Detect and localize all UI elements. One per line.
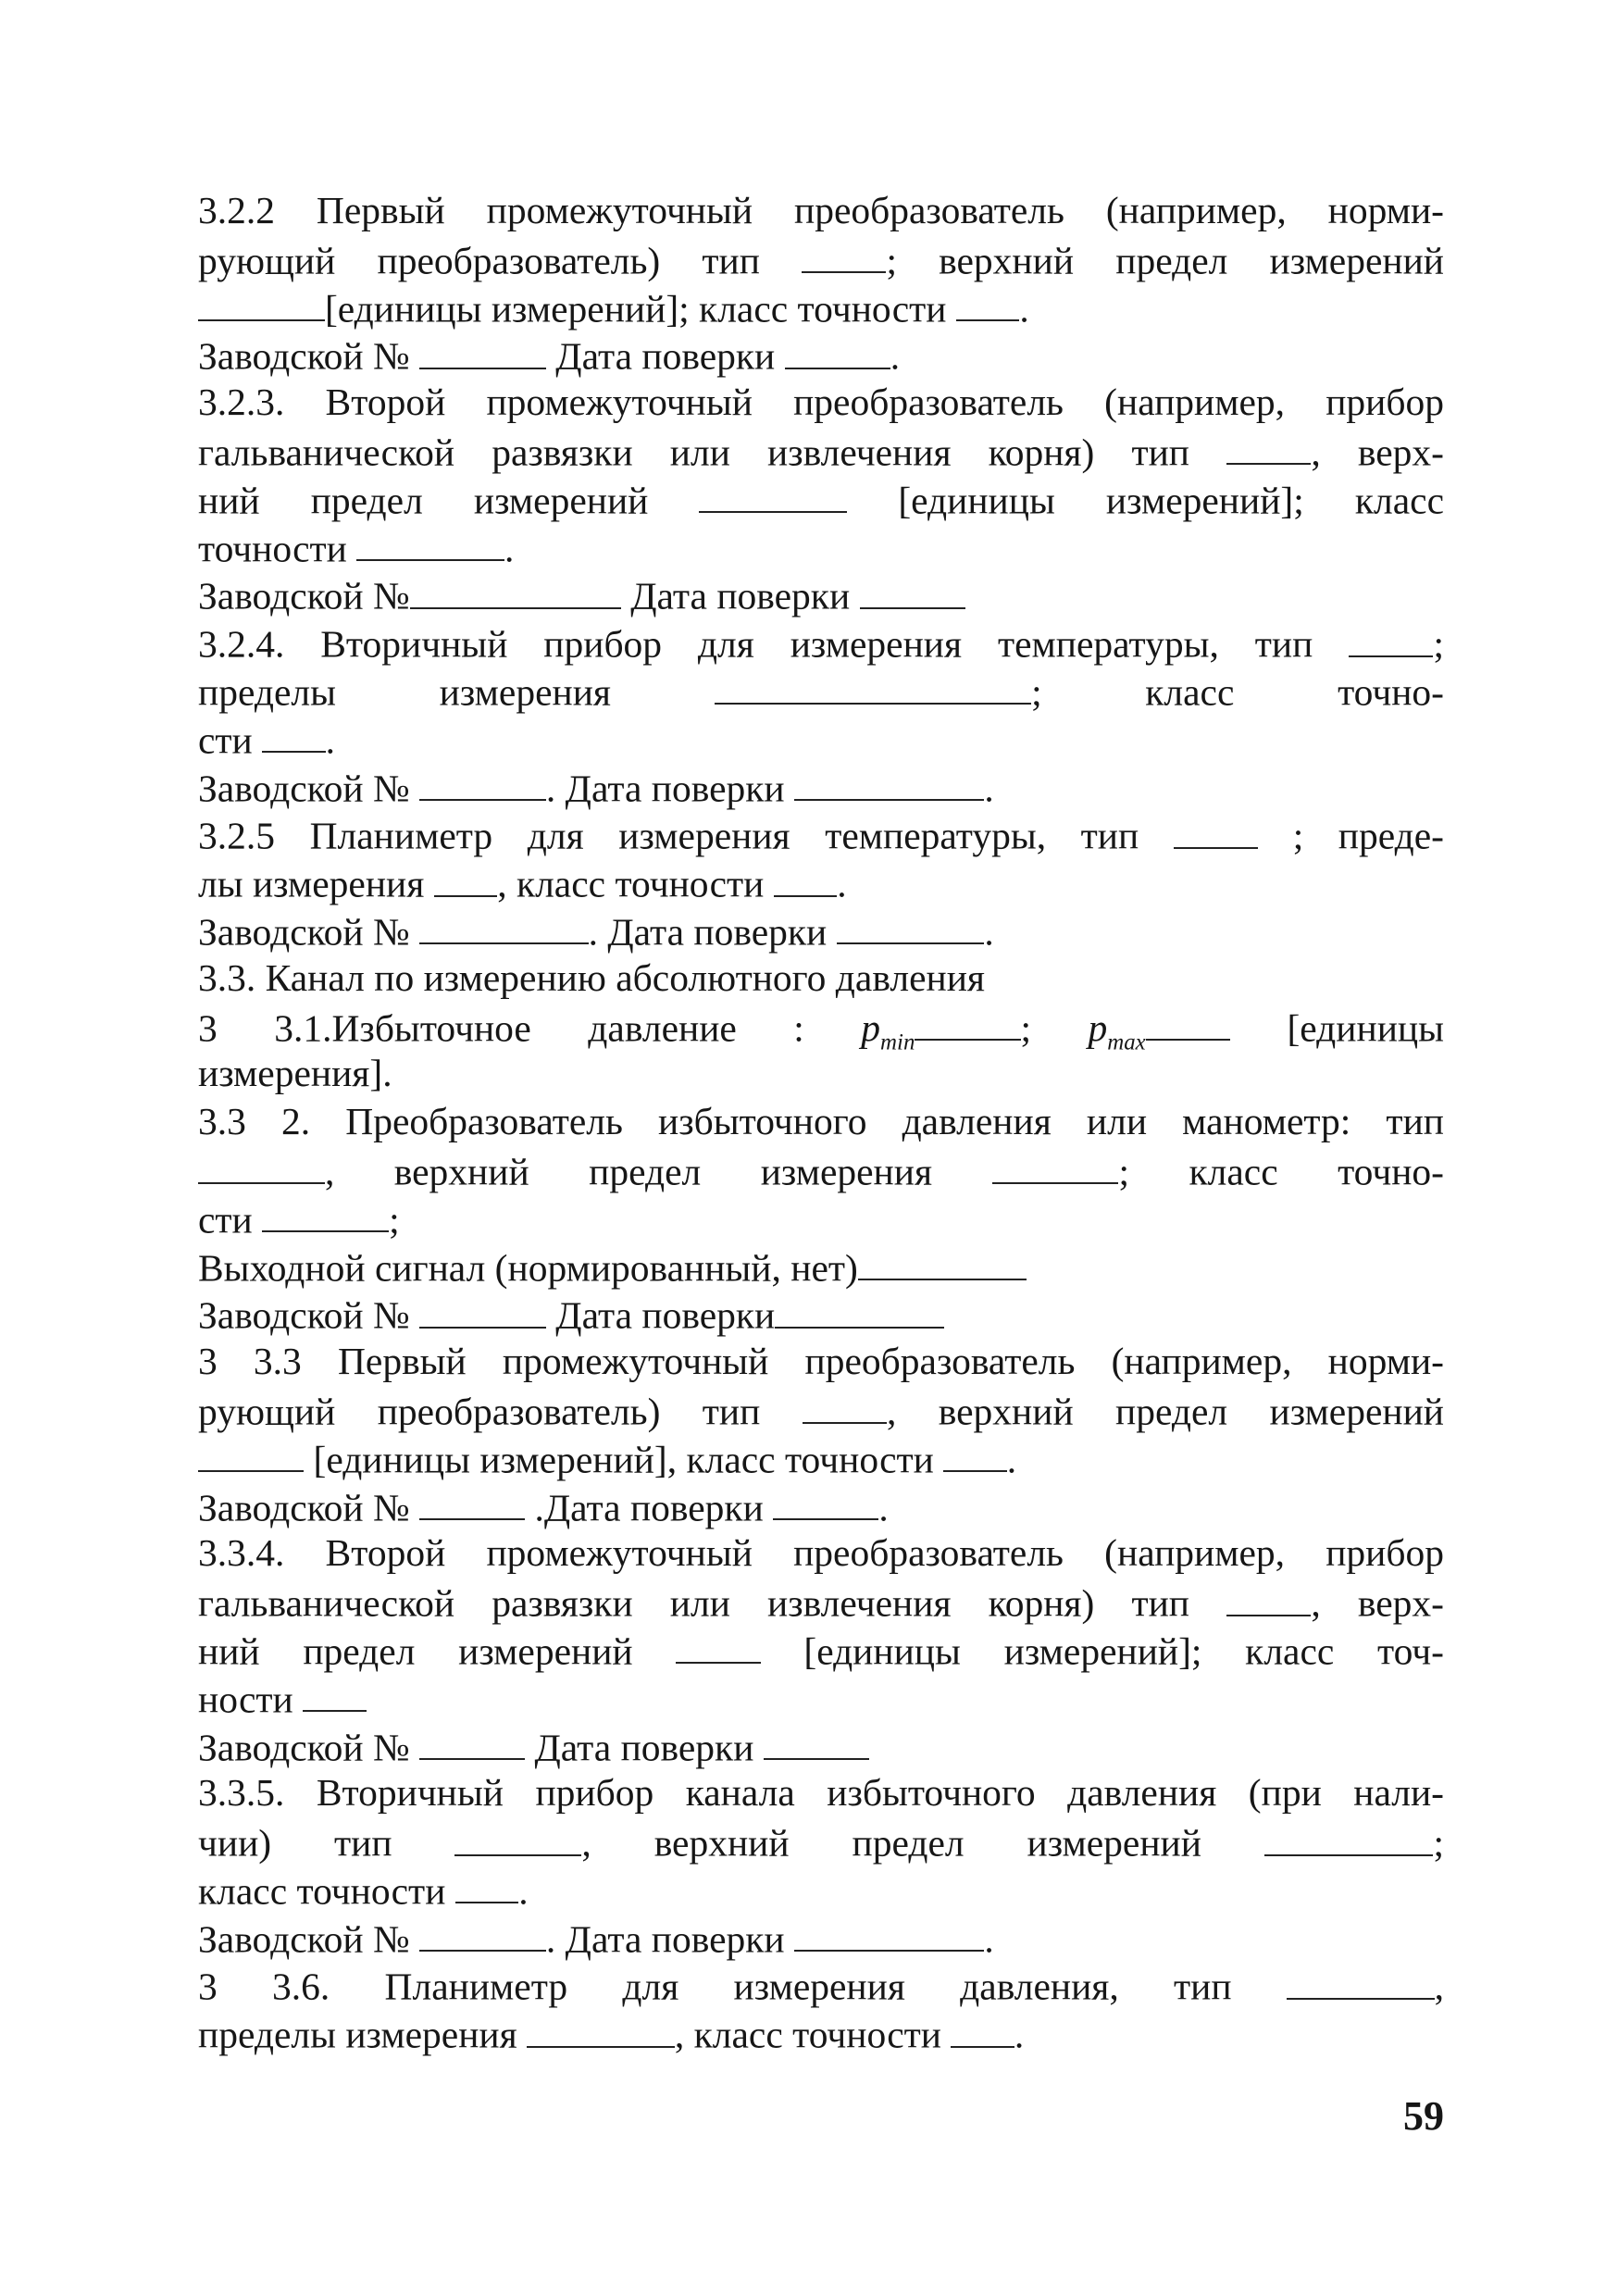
line-text: ; класс точно- xyxy=(1031,670,1444,714)
fill-in-blank[interactable] xyxy=(951,2009,1014,2047)
line-text: ; xyxy=(1433,622,1444,666)
fill-in-blank[interactable] xyxy=(455,1866,518,1903)
text-line xyxy=(198,906,1444,955)
fill-in-blank[interactable] xyxy=(915,1003,1020,1041)
line-text: Дата поверки xyxy=(545,1293,776,1337)
line-text: [единицы измерений]; класс точности xyxy=(324,287,956,331)
line-text: , класс точности xyxy=(674,2013,952,2056)
line-text: рующий преобразователь) тип xyxy=(198,1390,803,1433)
line-text: 3.3. Канал по измерению абсолютного давления xyxy=(198,955,986,999)
text-line xyxy=(198,858,1444,906)
line-text: [единицы измерений], класс точности xyxy=(304,1438,944,1481)
line-text: Заводской № xyxy=(198,574,410,618)
text-line xyxy=(198,379,1444,427)
fill-in-blank[interactable] xyxy=(262,715,325,753)
fill-in-blank[interactable] xyxy=(803,1386,887,1424)
line-text: 3.2.3. Второй промежуточный преобразователь (например, прибор xyxy=(198,381,1444,424)
fill-in-blank[interactable] xyxy=(434,858,497,896)
text-line xyxy=(198,331,1444,379)
line-text: 3 3.1.Избыточное давление : xyxy=(198,1005,862,1049)
line-text: , верхний предел измерений xyxy=(581,1821,1264,1865)
line-text: [единицы измерений]; класс xyxy=(847,479,1444,522)
fill-in-blank[interactable] xyxy=(764,1722,869,1760)
fill-in-blank[interactable] xyxy=(1287,1961,1435,1999)
line-text: Заводской № xyxy=(198,910,419,954)
line-text: , верх- xyxy=(1311,430,1444,474)
text-line xyxy=(198,1482,1444,1530)
line-text: пределы измерения xyxy=(198,670,715,714)
text-line xyxy=(198,1914,1444,1962)
line-text: Заводской № xyxy=(198,1485,419,1529)
text-line xyxy=(198,1290,1444,1338)
fill-in-blank[interactable] xyxy=(956,283,1019,321)
text-line xyxy=(198,1626,1444,1674)
text-line xyxy=(198,475,1444,523)
fill-in-blank[interactable] xyxy=(419,1722,525,1760)
line-text: Заводской № xyxy=(198,1917,419,1961)
line-text: сти xyxy=(198,718,263,762)
text-line xyxy=(198,1242,1444,1291)
line-text: Заводской № xyxy=(198,1293,419,1337)
line-text: ности xyxy=(198,1678,304,1721)
line-text: ний предел измерений xyxy=(198,1629,677,1673)
line-text: , верхний предел измерений xyxy=(887,1390,1444,1433)
text-line xyxy=(198,667,1444,715)
text-line xyxy=(198,618,1444,667)
text-line xyxy=(198,1434,1444,1482)
line-text: Дата поверки xyxy=(620,574,860,618)
text-line xyxy=(198,1769,1444,1817)
line-text: ; класс точно- xyxy=(1118,1150,1444,1193)
text-line xyxy=(198,283,1444,331)
line-text: 3.2.2 Первый промежуточный преобразователь (например, норми- xyxy=(198,189,1444,231)
variable-subscript: min xyxy=(880,1029,915,1055)
line-text: пределы измерения xyxy=(198,2013,528,2056)
line-text: Заводской № xyxy=(198,1725,419,1768)
line-text: Заводской № xyxy=(198,766,419,809)
text-line xyxy=(198,523,1444,571)
text-line xyxy=(198,955,1444,1003)
line-text: 3 3.6. Планиметр для измерения давления, тип xyxy=(198,1965,1287,2008)
document-body xyxy=(198,187,1444,2057)
line-text: , верх- xyxy=(1311,1581,1444,1625)
text-line xyxy=(198,1578,1444,1626)
line-text: рующий преобразователь) тип xyxy=(198,239,803,282)
pressure-variable xyxy=(1088,1005,1146,1055)
line-text: ; xyxy=(1433,1821,1445,1865)
line-text: класс точности xyxy=(198,1869,455,1913)
fill-in-blank[interactable] xyxy=(802,235,886,273)
line-text: . xyxy=(878,1485,889,1529)
text-line xyxy=(198,1961,1444,2009)
text-line xyxy=(198,1050,1444,1098)
line-text: . xyxy=(325,718,335,762)
fill-in-blank[interactable] xyxy=(1174,810,1258,848)
variable-symbol: p xyxy=(1088,1005,1108,1049)
line-text: гальванической развязки или извлечения корня) тип xyxy=(198,1581,1227,1625)
line-text: Дата поверки xyxy=(545,334,785,378)
text-line xyxy=(198,1817,1444,1866)
fill-in-blank[interactable] xyxy=(715,667,1031,705)
line-text: , класс точности xyxy=(497,862,774,905)
fill-in-blank[interactable] xyxy=(785,331,890,368)
line-text: . xyxy=(1014,2013,1025,2056)
text-line xyxy=(198,1529,1444,1578)
text-line xyxy=(198,1146,1444,1194)
line-text: . Дата поверки xyxy=(545,1917,794,1961)
line-text: 3 3.3 Первый промежуточный преобразователь (например, норми- xyxy=(198,1340,1444,1383)
fill-in-blank[interactable] xyxy=(1264,1817,1434,1855)
line-text: . Дата поверки xyxy=(545,766,794,809)
fill-in-blank[interactable] xyxy=(1349,618,1433,656)
line-text: . xyxy=(890,334,901,378)
fill-in-blank[interactable] xyxy=(992,1146,1119,1184)
line-text: , верхний предел измерения xyxy=(324,1150,992,1193)
line-text: . xyxy=(518,1869,529,1913)
fill-in-blank[interactable] xyxy=(356,523,504,561)
variable-subscript: max xyxy=(1107,1029,1146,1055)
pressure-variable xyxy=(861,1005,915,1055)
line-text: . xyxy=(504,527,515,569)
fill-in-blank[interactable] xyxy=(198,1434,304,1472)
line-text: .Дата поверки xyxy=(525,1485,774,1529)
fill-in-blank[interactable] xyxy=(773,1482,878,1520)
text-line xyxy=(198,1674,1444,1722)
line-text: 3.2.5 Планиметр для измерения температуры, тип xyxy=(198,814,1174,857)
line-text: 3.3.4. Второй промежуточный преобразователь (например, прибор xyxy=(198,1531,1444,1575)
fill-in-blank[interactable] xyxy=(419,1290,546,1328)
text-line xyxy=(198,810,1444,858)
fill-in-blank[interactable] xyxy=(699,475,847,513)
line-text: точности xyxy=(198,527,357,569)
line-text: [единицы xyxy=(1230,1005,1445,1049)
text-line xyxy=(198,427,1444,475)
text-line xyxy=(198,2009,1444,2057)
fill-in-blank[interactable] xyxy=(1146,1003,1230,1041)
line-text: , xyxy=(1434,1965,1444,2008)
fill-in-blank[interactable] xyxy=(837,906,985,944)
line-text: ; xyxy=(389,1198,400,1242)
fill-in-blank[interactable] xyxy=(454,1817,581,1855)
line-text: лы измерения xyxy=(198,862,434,905)
line-text: гальванической развязки или извлечения корня) тип xyxy=(198,430,1227,474)
fill-in-blank[interactable] xyxy=(676,1626,760,1664)
line-text: [единицы измерений]; класс точ- xyxy=(760,1629,1444,1673)
text-line xyxy=(198,570,1444,618)
fill-in-blank[interactable] xyxy=(262,1194,389,1232)
line-text: сти xyxy=(198,1198,263,1242)
text-line xyxy=(198,1194,1444,1242)
fill-in-blank[interactable] xyxy=(794,1914,984,1952)
text-line xyxy=(198,715,1444,763)
text-line xyxy=(198,187,1444,235)
fill-in-blank[interactable] xyxy=(774,858,837,896)
line-text: Выходной сигнал (нормированный, нет) xyxy=(198,1245,858,1289)
line-text: . xyxy=(1019,287,1029,331)
line-text: измерения]. xyxy=(198,1052,392,1095)
line-text: ; xyxy=(1020,1005,1089,1049)
fill-in-blank[interactable] xyxy=(860,570,965,608)
page-number: 59 xyxy=(1403,2093,1444,2139)
fill-in-blank[interactable] xyxy=(419,763,546,801)
fill-in-blank[interactable] xyxy=(775,1290,944,1328)
line-text: ; верхний предел измерений xyxy=(886,239,1444,282)
line-text: ; преде- xyxy=(1258,814,1444,857)
line-text: . xyxy=(837,862,847,905)
text-line xyxy=(198,235,1444,283)
fill-in-blank[interactable] xyxy=(198,283,325,321)
fill-in-blank[interactable] xyxy=(419,1482,525,1520)
fill-in-blank[interactable] xyxy=(1226,1578,1311,1616)
line-text: чии) тип xyxy=(198,1821,455,1865)
variable-symbol: p xyxy=(861,1005,881,1049)
fill-in-blank[interactable] xyxy=(527,2009,675,2047)
line-text: ний предел измерений xyxy=(198,479,700,522)
line-text: 3.3 2. Преобразователь избыточного давления или манометр: тип xyxy=(198,1100,1444,1143)
fill-in-blank[interactable] xyxy=(419,1914,546,1952)
line-text: Дата поверки xyxy=(525,1725,764,1768)
line-text: . Дата поверки xyxy=(588,910,837,954)
fill-in-blank[interactable] xyxy=(410,570,621,608)
fill-in-blank[interactable] xyxy=(943,1434,1006,1472)
fill-in-blank[interactable] xyxy=(419,331,546,368)
text-line xyxy=(198,1386,1444,1434)
fill-in-blank[interactable] xyxy=(858,1242,1027,1280)
line-text: . xyxy=(984,1917,994,1961)
text-line xyxy=(198,763,1444,811)
text-line xyxy=(198,1098,1444,1146)
line-text: 3.2.4. Вторичный прибор для измерения температуры, тип xyxy=(198,622,1350,666)
line-text: . xyxy=(984,766,994,809)
text-line xyxy=(198,1003,1445,1055)
line-text: Заводской № xyxy=(198,334,419,378)
text-line xyxy=(198,1866,1444,1914)
fill-in-blank[interactable] xyxy=(303,1674,366,1712)
text-line xyxy=(198,1338,1444,1386)
fill-in-blank[interactable] xyxy=(1226,427,1311,465)
line-text: . xyxy=(1006,1438,1017,1481)
fill-in-blank[interactable] xyxy=(419,906,589,944)
text-line xyxy=(198,1722,1444,1770)
fill-in-blank[interactable] xyxy=(794,763,984,801)
fill-in-blank[interactable] xyxy=(198,1146,325,1184)
line-text: 3.3.5. Вторичный прибор канала избыточного давления (при нали- xyxy=(198,1771,1444,1815)
line-text: . xyxy=(984,910,994,954)
